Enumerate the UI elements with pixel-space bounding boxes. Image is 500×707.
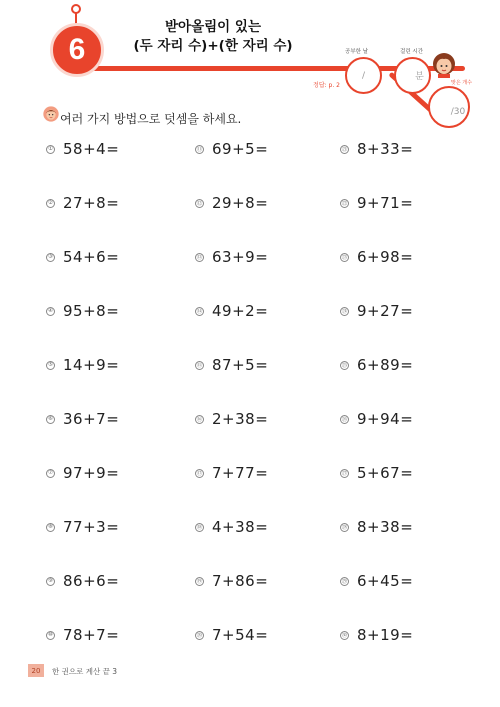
- date-value: /: [361, 70, 366, 81]
- problem-17: [195, 464, 268, 482]
- problem-number: ⑫: [195, 199, 204, 208]
- problem-number: ㉓: [340, 253, 349, 262]
- problem-22: [340, 194, 413, 212]
- problem-12: [195, 194, 268, 212]
- problem-10: [46, 626, 119, 644]
- problem-expression: 77+3=: [63, 518, 120, 536]
- problem-expression: 6+98=: [357, 248, 414, 266]
- time-bubble[interactable]: [394, 57, 431, 94]
- score-value: /30: [450, 107, 466, 117]
- problem-16: [195, 410, 268, 428]
- problem-7: [46, 464, 119, 482]
- date-label: 공부한 날: [345, 49, 369, 55]
- score-bubble[interactable]: [428, 86, 470, 128]
- problem-number: ⑦: [46, 469, 55, 478]
- problem-expression: 29+8=: [212, 194, 269, 212]
- problem-number: ⑭: [195, 307, 204, 316]
- problem-number: ⑮: [195, 361, 204, 370]
- problem-expression: 9+94=: [357, 410, 414, 428]
- problem-number: ㉘: [340, 523, 349, 532]
- score-label: 맞은 개수: [451, 80, 472, 86]
- problem-2: [46, 194, 119, 212]
- problem-number: ㉒: [340, 199, 349, 208]
- problem-number: ⑤: [46, 361, 55, 370]
- problem-expression: 4+38=: [212, 518, 269, 536]
- problem-expression: 14+9=: [63, 356, 120, 374]
- problem-number: ⑰: [195, 469, 204, 478]
- time-value: 분: [415, 72, 424, 82]
- problem-number: ①: [46, 145, 55, 154]
- problem-number: ⑥: [46, 415, 55, 424]
- problem-expression: 9+27=: [357, 302, 414, 320]
- problem-number: ⑳: [195, 631, 204, 640]
- problem-expression: 49+2=: [212, 302, 269, 320]
- problem-number: ㉔: [340, 307, 349, 316]
- problem-26: [340, 410, 413, 428]
- problem-number: ㉗: [340, 469, 349, 478]
- problem-expression: 78+7=: [63, 626, 120, 644]
- problem-number: ④: [46, 307, 55, 316]
- problem-15: [195, 356, 268, 374]
- problem-27: [340, 464, 413, 482]
- unit-number-badge: [50, 23, 104, 77]
- problem-number: ㉕: [340, 361, 349, 370]
- title-line-1: 받아올림이 있는: [165, 19, 261, 35]
- problem-expression: 8+38=: [357, 518, 414, 536]
- problem-4: [46, 302, 119, 320]
- page-title: [118, 18, 308, 56]
- problem-number: ⑱: [195, 523, 204, 532]
- problem-1: [46, 140, 119, 158]
- problem-23: [340, 248, 413, 266]
- girl-avatar-icon: [432, 52, 456, 78]
- problem-expression: 7+54=: [212, 626, 269, 644]
- problem-expression: 8+19=: [357, 626, 414, 644]
- page-number: 20: [28, 664, 44, 677]
- problem-number: ⑪: [195, 145, 204, 154]
- problem-expression: 36+7=: [63, 410, 120, 428]
- problem-expression: 95+8=: [63, 302, 120, 320]
- problem-expression: 69+5=: [212, 140, 269, 158]
- problem-expression: 27+8=: [63, 194, 120, 212]
- problem-expression: 2+38=: [212, 410, 269, 428]
- problem-expression: 54+6=: [63, 248, 120, 266]
- book-title: 한 권으로 계산 끝 3: [52, 667, 118, 676]
- problem-number: ⑲: [195, 577, 204, 586]
- problem-expression: 58+4=: [63, 140, 120, 158]
- problem-9: [46, 572, 119, 590]
- problem-30: [340, 626, 413, 644]
- problem-number: ㉖: [340, 415, 349, 424]
- problem-expression: 9+71=: [357, 194, 414, 212]
- problem-number: ⑩: [46, 631, 55, 640]
- problem-number: ⑬: [195, 253, 204, 262]
- problem-25: [340, 356, 413, 374]
- answer-reference: 정답: p. 2: [313, 82, 340, 89]
- instruction-text: 여러 가지 방법으로 덧셈을 하세요.: [60, 112, 242, 126]
- problem-number: ②: [46, 199, 55, 208]
- problem-number: ㉙: [340, 577, 349, 586]
- problem-expression: 7+86=: [212, 572, 269, 590]
- problem-5: [46, 356, 119, 374]
- problem-number: ③: [46, 253, 55, 262]
- problem-expression: 86+6=: [63, 572, 120, 590]
- problem-6: [46, 410, 119, 428]
- problem-expression: 6+89=: [357, 356, 414, 374]
- problem-number: ⑯: [195, 415, 204, 424]
- time-label: 걸린 시간: [400, 49, 424, 55]
- problem-number: ㉚: [340, 631, 349, 640]
- problem-20: [195, 626, 268, 644]
- unit-badge-ring: [71, 4, 81, 14]
- problem-expression: 7+77=: [212, 464, 269, 482]
- problem-expression: 87+5=: [212, 356, 269, 374]
- problem-number: ⑨: [46, 577, 55, 586]
- problem-28: [340, 518, 413, 536]
- title-line-2: (두 자리 수)+(한 자리 수): [133, 38, 293, 54]
- problem-19: [195, 572, 268, 590]
- problem-13: [195, 248, 268, 266]
- date-bubble[interactable]: [345, 57, 382, 94]
- problem-expression: 97+9=: [63, 464, 120, 482]
- problem-18: [195, 518, 268, 536]
- problem-number: ㉑: [340, 145, 349, 154]
- problem-expression: 6+45=: [357, 572, 414, 590]
- unit-number: 6: [68, 33, 86, 66]
- problem-8: [46, 518, 119, 536]
- girl-avatar-small-icon: [43, 106, 59, 122]
- problem-29: [340, 572, 413, 590]
- problem-14: [195, 302, 268, 320]
- problem-21: [340, 140, 413, 158]
- problem-expression: 63+9=: [212, 248, 269, 266]
- problem-expression: 5+67=: [357, 464, 414, 482]
- problem-number: ⑧: [46, 523, 55, 532]
- problem-3: [46, 248, 119, 266]
- problem-expression: 8+33=: [357, 140, 414, 158]
- problem-11: [195, 140, 268, 158]
- problem-24: [340, 302, 413, 320]
